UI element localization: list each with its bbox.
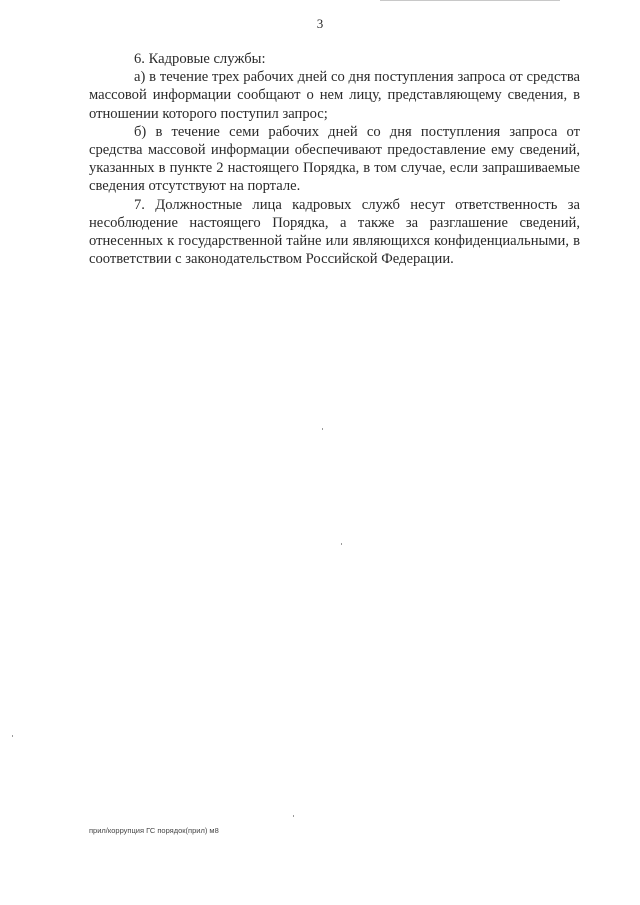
scan-artifact	[380, 0, 560, 1]
page-number: 3	[316, 16, 324, 31]
paragraph-section-6-heading: 6. Кадровые службы:	[134, 51, 266, 67]
scan-artifact	[12, 735, 13, 737]
paragraph-section-7: 7. Должностные лица кадровых служб несут ответственность за несоблюдение настоящего Порядка, а также за разглашение сведений, отнесенных к государственной тайне или являющихся конфиденциальными, в соответствии с законодательством Российской Федерации.	[89, 196, 580, 268]
document-body	[89, 50, 580, 268]
footer-file-reference: прил/коррупция ГС порядок(прил) м8	[89, 826, 219, 835]
scan-artifact	[322, 428, 323, 430]
scan-artifact	[341, 543, 342, 545]
paragraph-item-a: а) в течение трех рабочих дней со дня поступления запроса от средства массовой информации сообщают о нем лицу, представляющему сведения, в отношении которого поступил запрос;	[89, 69, 580, 122]
paragraph-item-b: б) в течение семи рабочих дней со дня поступления запроса от средства массовой информации обеспечивают предоставление ему сведений, указанных в пункте 2 настоящего Порядка, в том случае, если запрашиваемые сведения отсутствуют на портале.	[89, 123, 580, 195]
scan-artifact	[293, 815, 294, 817]
